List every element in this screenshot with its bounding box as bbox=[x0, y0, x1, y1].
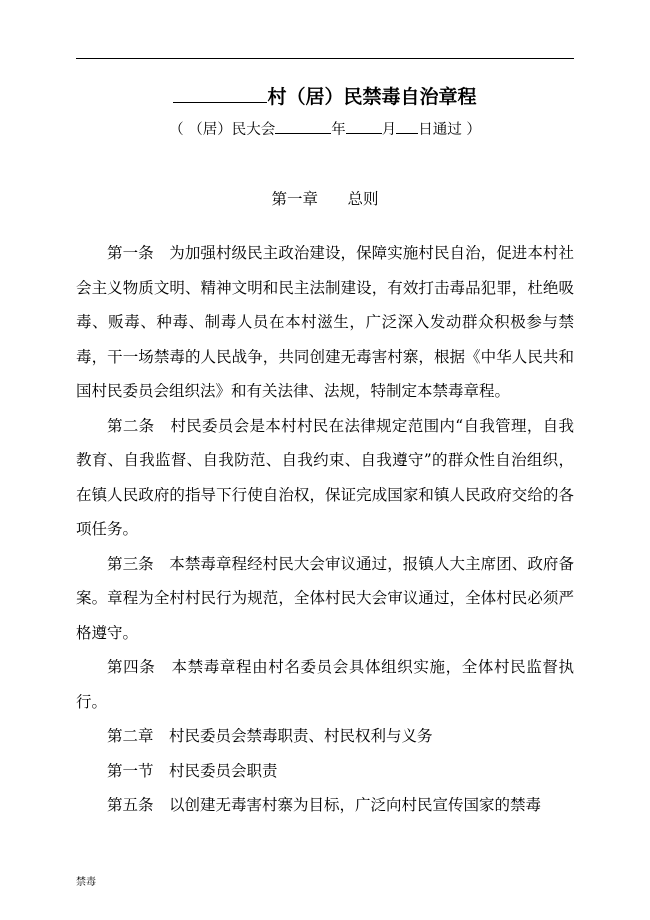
document-title bbox=[0, 83, 650, 111]
adoption-note-year: 年 bbox=[331, 122, 346, 138]
article-3: 第三条 本禁毒章程经村民大会审议通过，报镇人大主席团、政府备案。章程为全村村民行为规范，全体村民大会审议通过，全体村民必须严格遵守。 bbox=[76, 554, 574, 642]
header-rule bbox=[76, 58, 574, 59]
document-body bbox=[76, 236, 574, 823]
day-blank-line bbox=[396, 118, 418, 134]
adoption-note-suffix: 日通过 ） bbox=[418, 122, 481, 138]
title-blank-line bbox=[173, 84, 267, 103]
article-5: 第五条 以创建无毒害村寨为目标，广泛向村民宣传国家的禁毒 bbox=[107, 796, 542, 814]
chapter-2-heading: 第二章 村民委员会禁毒职责、村民权利与义务 bbox=[107, 727, 433, 745]
adoption-note-prefix: （ （居）民大会 bbox=[169, 122, 276, 138]
year-blank-line bbox=[275, 118, 331, 134]
adoption-note-month: 月 bbox=[381, 122, 397, 138]
month-blank-line bbox=[346, 118, 382, 134]
chapter-1-heading: 第一章 总则 bbox=[271, 190, 379, 208]
section-1-heading: 第一节 村民委员会职责 bbox=[107, 761, 278, 780]
adoption-note bbox=[0, 118, 650, 142]
article-2: 第二条 村民委员会是本村村民在法律规定范围内“自我管理，自我教育、自我监督、自我防范、自我约束、自我遵守”的群众性自治组织，在镇人民政府的指导下行使自治权，保证完成国家和镇人民政府交给的各项任务。 bbox=[76, 416, 574, 538]
article-1: 第一条 为加强村级民主政治建设，保障实施村民自治，促进本村社会主义物质文明、精神文明和民主法制建设，有效打击毒品犯罪，杜绝吸毒、贩毒、种毒、制毒人员在本村滋生，广泛深入发动群众积极参与禁毒，干一场禁毒的人民战争，共同创建无毒害村寨，根据《中华人民共和国村民委员会组织法》和有关法律、法规，特制定本禁毒章程。 bbox=[76, 244, 574, 400]
title-text: 村（居）民禁毒自治章程 bbox=[267, 86, 477, 108]
article-4: 第四条 本禁毒章程由村名委员会具体组织实施，全体村民监督执行。 bbox=[76, 658, 574, 711]
footer-tag: 禁毒 bbox=[76, 877, 96, 888]
